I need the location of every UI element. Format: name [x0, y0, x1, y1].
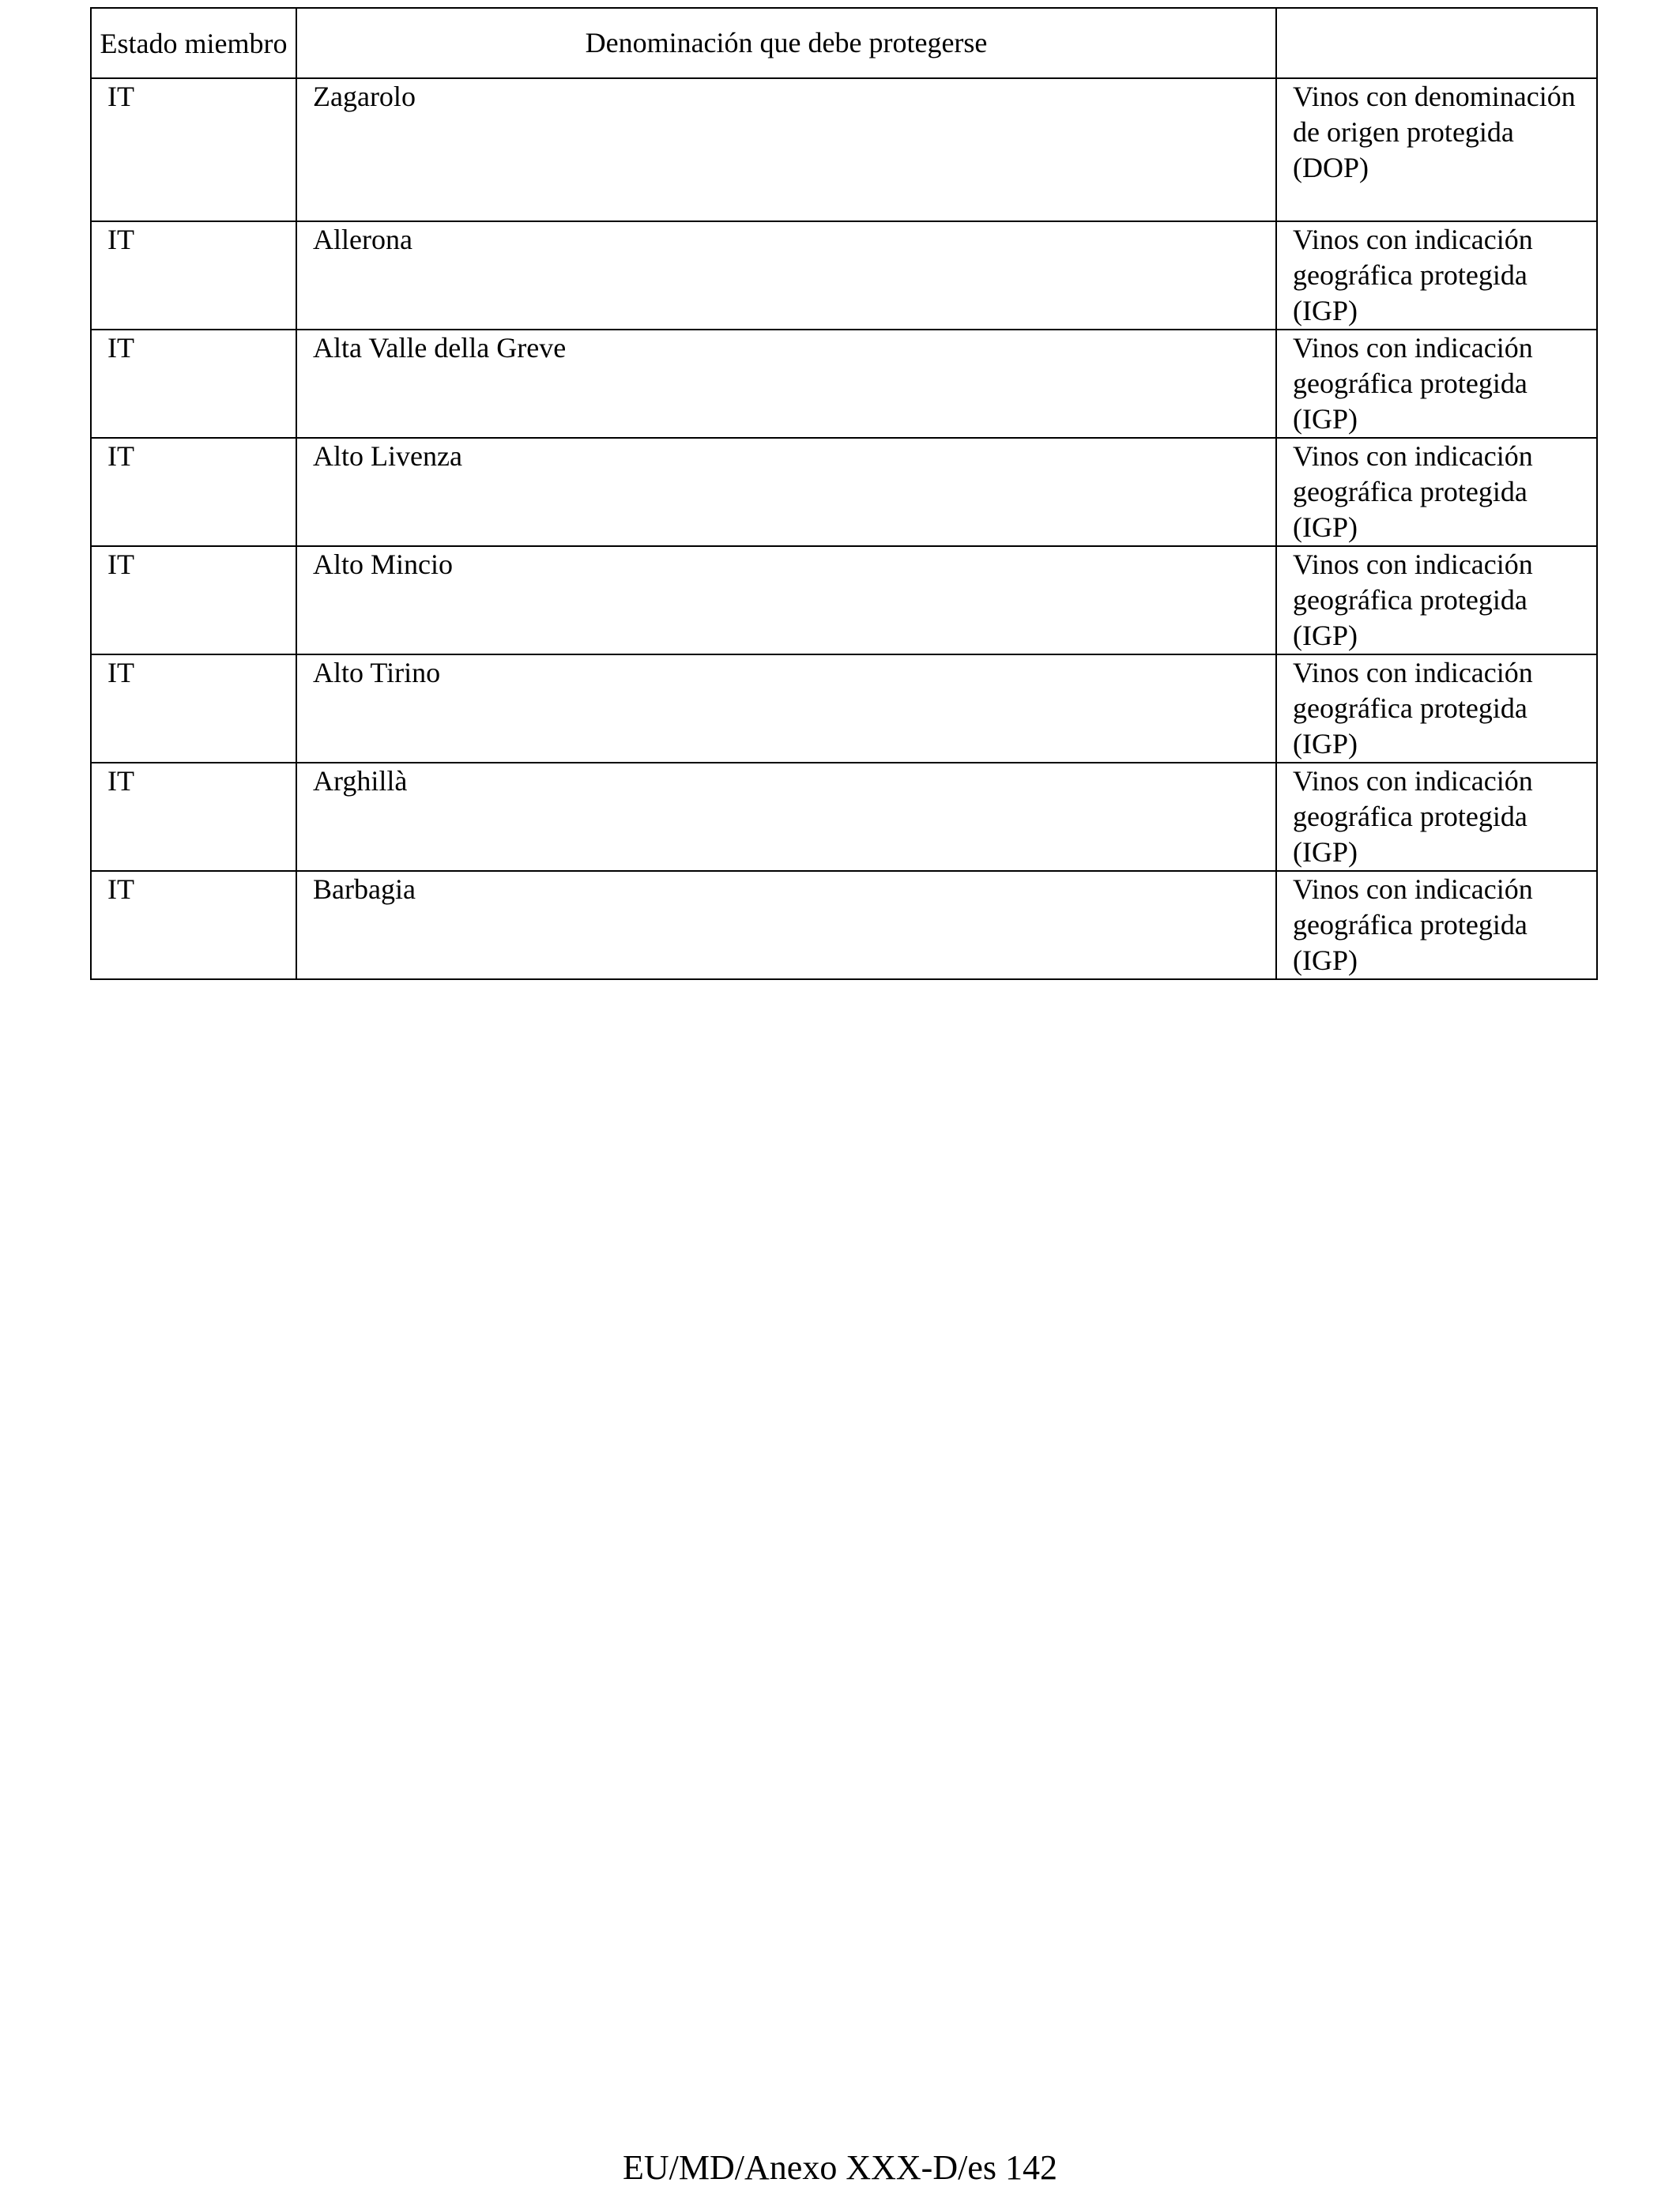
header-category: [1276, 8, 1597, 78]
table-row: [91, 871, 1597, 979]
cell-category: Vinos con indicación geográfica protegida (IGP): [1276, 438, 1597, 546]
cell-member-state: IT: [91, 78, 296, 221]
table-row: [91, 654, 1597, 763]
cell-member-state: IT: [91, 763, 296, 871]
cell-category: Vinos con indicación geográfica protegida (IGP): [1276, 330, 1597, 438]
cell-category: Vinos con indicación geográfica protegida (IGP): [1276, 546, 1597, 654]
cell-denomination: Alto Mincio: [296, 546, 1276, 654]
cell-category: Vinos con indicación geográfica protegida (IGP): [1276, 763, 1597, 871]
cell-category: Vinos con indicación geográfica protegida (IGP): [1276, 221, 1597, 330]
cell-member-state: IT: [91, 221, 296, 330]
page-footer-reference: EU/MD/Anexo XXX-D/es 142: [623, 2148, 1057, 2187]
cell-denomination: Allerona: [296, 221, 1276, 330]
cell-member-state: IT: [91, 871, 296, 979]
table-row: [91, 78, 1597, 221]
cell-member-state: IT: [91, 330, 296, 438]
wine-denominations-table: [90, 7, 1598, 980]
table-row: [91, 438, 1597, 546]
header-member-state: Estado miembro: [91, 8, 296, 78]
cell-denomination: Barbagia: [296, 871, 1276, 979]
cell-member-state: IT: [91, 546, 296, 654]
table-row: [91, 546, 1597, 654]
table-header-row: [91, 8, 1597, 78]
cell-member-state: IT: [91, 654, 296, 763]
header-denomination: Denominación que debe protegerse: [296, 8, 1276, 78]
table-row: [91, 221, 1597, 330]
cell-denomination: Alta Valle della Greve: [296, 330, 1276, 438]
table-row: [91, 763, 1597, 871]
cell-member-state: IT: [91, 438, 296, 546]
cell-denomination: Alto Tirino: [296, 654, 1276, 763]
cell-category: Vinos con indicación geográfica protegida (IGP): [1276, 654, 1597, 763]
cell-denomination: Zagarolo: [296, 78, 1276, 221]
cell-denomination: Arghillà: [296, 763, 1276, 871]
cell-category: Vinos con indicación geográfica protegida (IGP): [1276, 871, 1597, 979]
cell-category: Vinos con denominación de origen protegida (DOP): [1276, 78, 1597, 221]
table-row: [91, 330, 1597, 438]
cell-denomination: Alto Livenza: [296, 438, 1276, 546]
